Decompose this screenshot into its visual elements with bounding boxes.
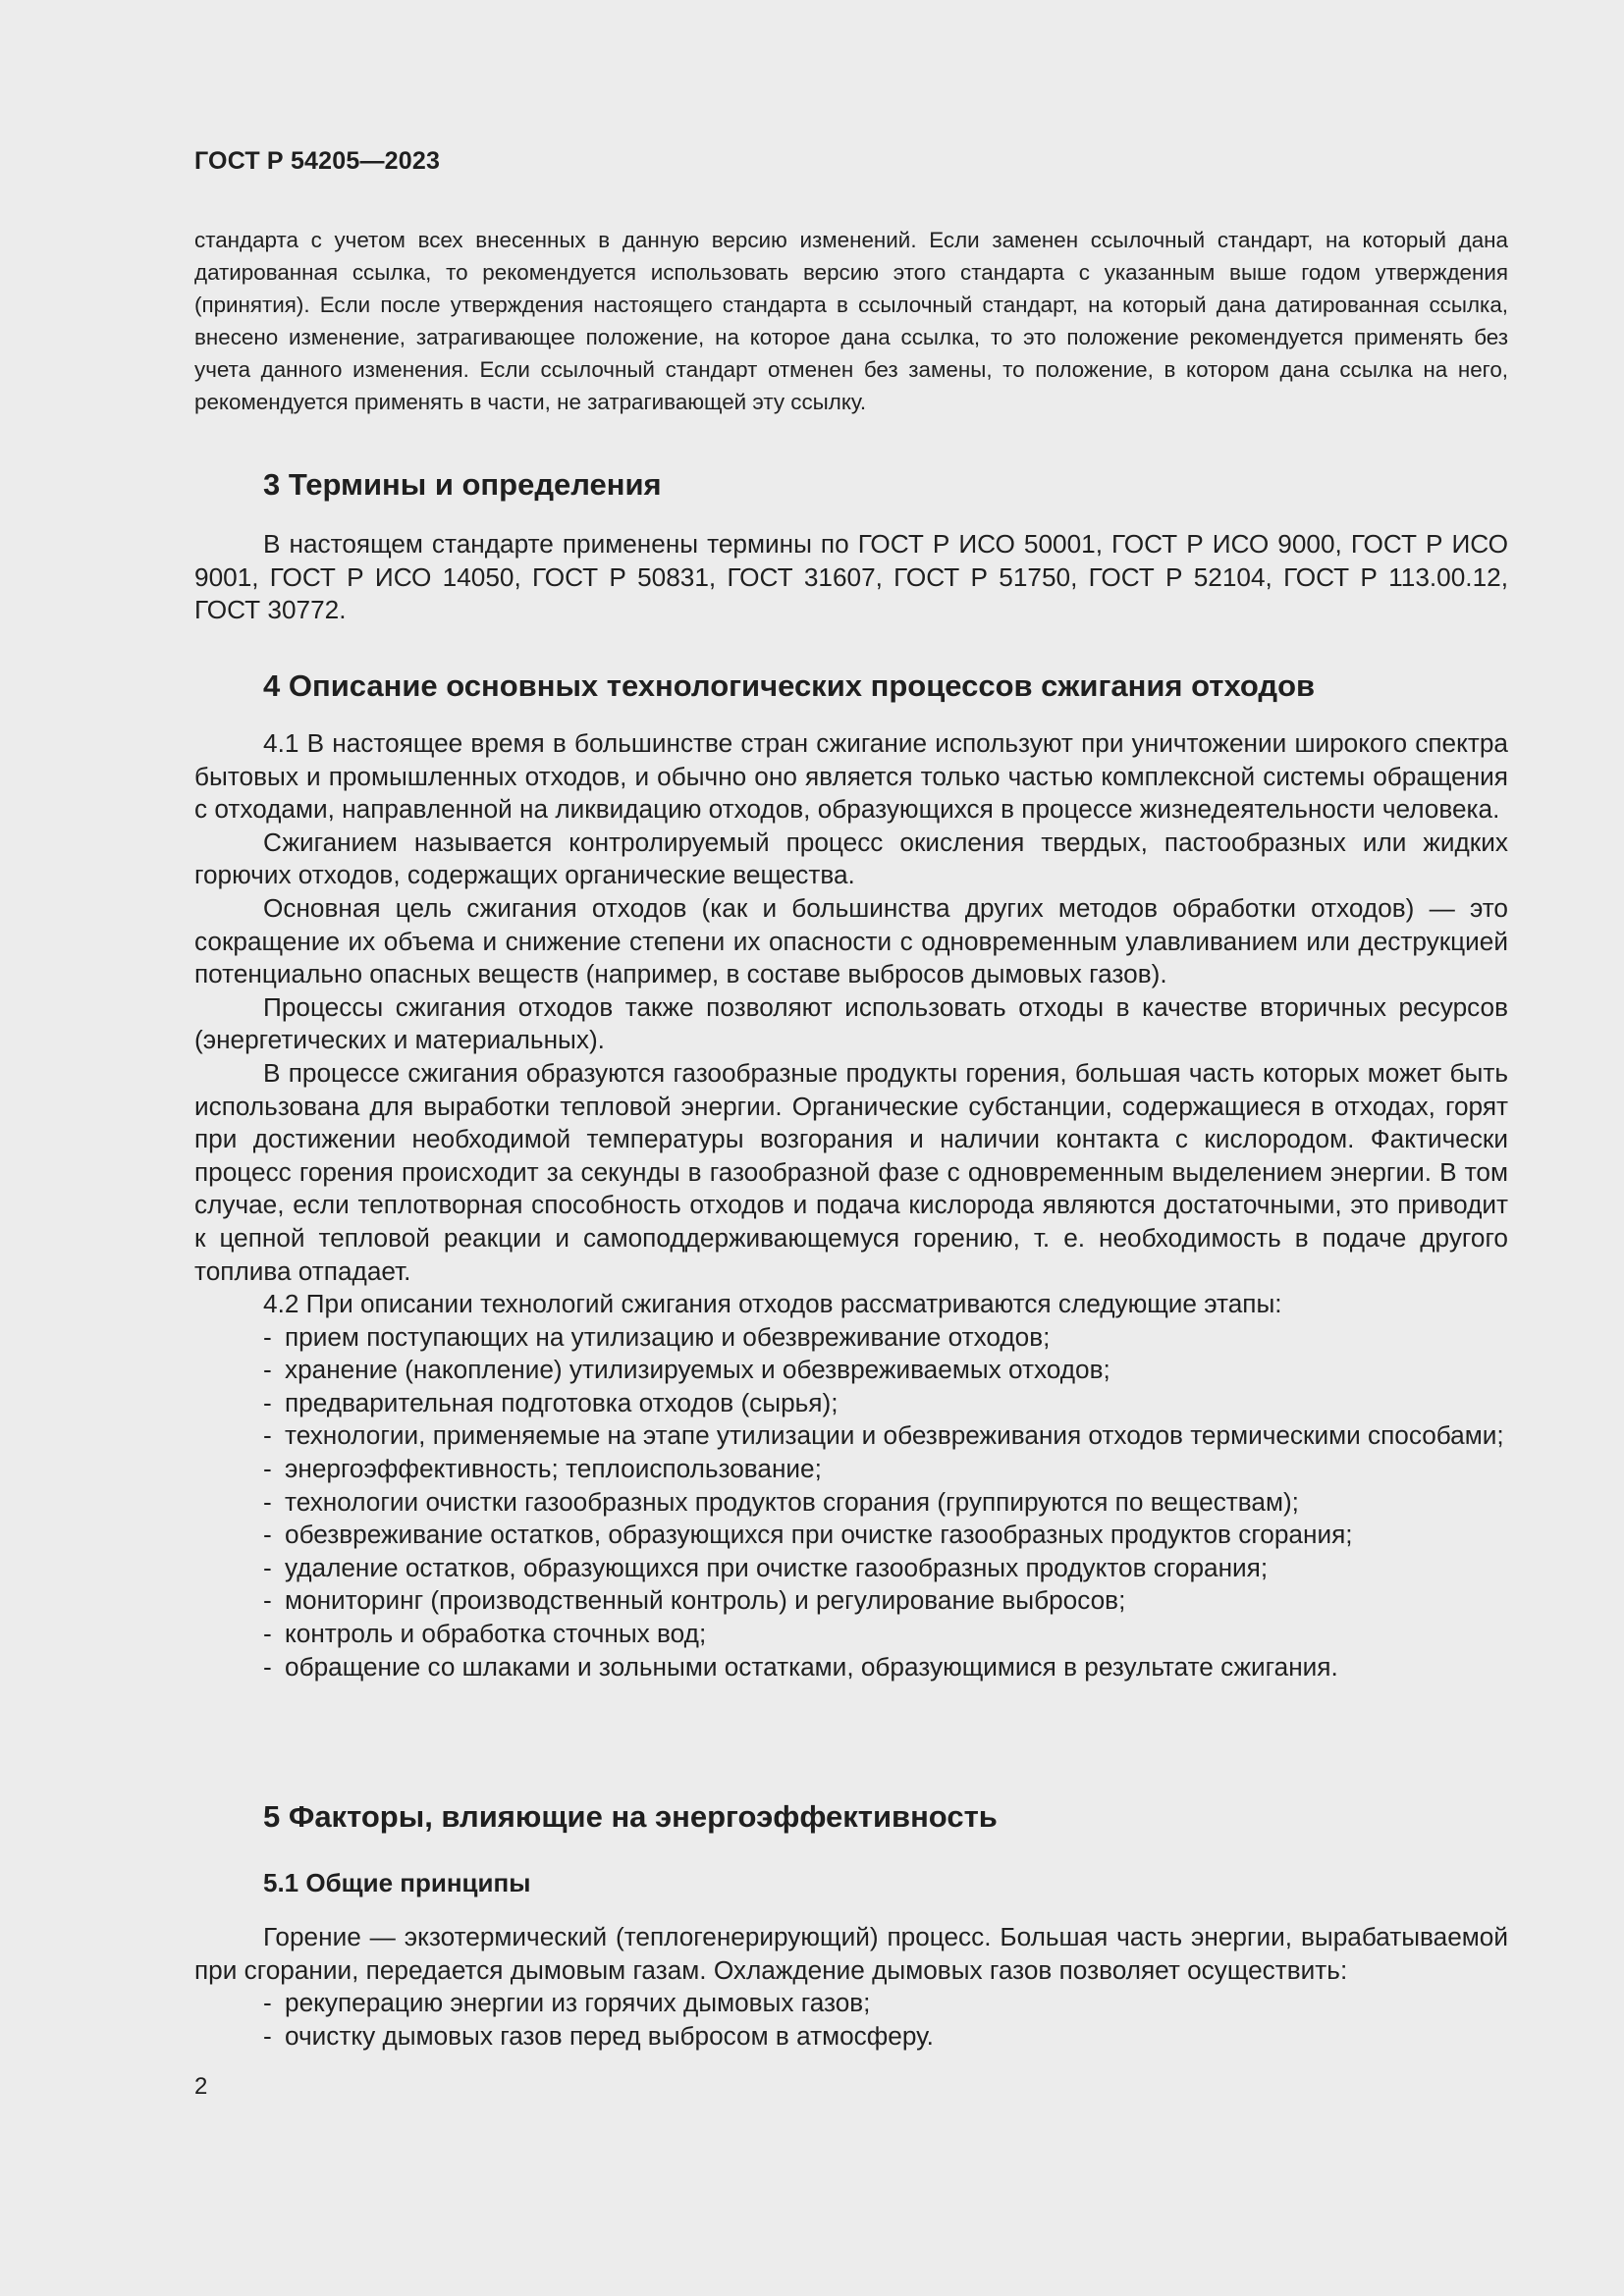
paragraph-main-goal: Основная цель сжигания отходов (как и большинства других методов обработки отходов) — это сокращение их объема и снижение степени их опасности с одновременным улавливанием или деструкцией потенциально опасных веществ (например, в составе выбросов дымовых газов). bbox=[194, 892, 1508, 989]
section-3 bbox=[194, 465, 1508, 627]
page-number: 2 bbox=[194, 2073, 208, 2100]
document-code-header: ГОСТ Р 54205—2023 bbox=[194, 147, 441, 175]
intro-paragraph: стандарта с учетом всех внесенных в данную версию изменений. Если заменен ссылочный стандарт, на который дана датированная ссылка, то рекомендуется использовать версию этого стандарта с указанным выше годом утверждения (принятия). Если после утверждения настоящего стандарта в ссылочный стандарт, на который дана датированная ссылка, внесено изменение, затрагивающее положение, на которое дана ссылка, то это положение рекомендуется применять без учета данного изменения. Если ссылочный стандарт отменен без замены, то положение, в котором дана ссылка на него, рекомендуется применять в части, не затрагивающей эту ссылку. bbox=[194, 228, 1508, 414]
section-5-paragraph: Горение — экзотермический (теплогенерирующий) процесс. Большая часть энергии, вырабатываемой при сгорании, передается дымовым газам. Охлаждение дымовых газов позволяет осуществить: bbox=[194, 1922, 1508, 1985]
section-4 bbox=[194, 667, 1508, 1683]
list-item: - энергоэффективность; теплоиспользование; bbox=[194, 1453, 1508, 1486]
list-item: - хранение (накопление) утилизируемых и обезвреживаемых отходов; bbox=[194, 1354, 1508, 1387]
paragraph-secondary-resources: Процессы сжигания отходов также позволяют использовать отходы в качестве вторичных ресурсов (энергетических и материальных). bbox=[194, 991, 1508, 1055]
list-dash: - bbox=[263, 1486, 272, 1517]
section-3-title: 3 Термины и определения bbox=[263, 467, 662, 502]
list-item: - удаление остатков, образующихся при очистке газообразных продуктов сгорания; bbox=[194, 1552, 1508, 1585]
list-dash: - bbox=[263, 1355, 272, 1385]
paragraph-4-1: 4.1 В настоящее время в большинстве стран сжигание используют при уничтожении широкого спектра бытовых и промышленных отходов, и обычно оно является только частью комплексной системы обращения с отходами, направленной на ликвидацию отходов, образующихся в процессе жизнедеятельности человека. bbox=[194, 728, 1508, 825]
list-dash: - bbox=[263, 1619, 272, 1649]
list-item: - рекуперацию энергии из горячих дымовых газов; bbox=[194, 1987, 1508, 2020]
list-item: - обезвреживание остатков, образующихся при очистке газообразных продуктов сгорания; bbox=[194, 1519, 1508, 1552]
list-item: - контроль и обработка сточных вод; bbox=[194, 1618, 1508, 1651]
paragraph-combustion-definition: Сжиганием называется контролируемый процесс окисления твердых, пастообразных или жидких горючих отходов, содержащих органические вещества. bbox=[194, 827, 1508, 890]
cooling-benefits-list bbox=[194, 1987, 1508, 2053]
list-dash: - bbox=[263, 1420, 272, 1451]
paragraph-4-2: 4.2 При описании технологий сжигания отходов рассматриваются следующие этапы: bbox=[263, 1289, 1282, 1319]
list-dash: - bbox=[263, 1387, 272, 1417]
list-item: - обращение со шлаками и зольными остатками, образующимися в результате сжигания. bbox=[194, 1651, 1508, 1684]
list-item: - прием поступающих на утилизацию и обезвреживание отходов; bbox=[194, 1321, 1508, 1355]
section-5-title: 5 Факторы, влияющие на энергоэффективность bbox=[263, 1799, 998, 1834]
section-5 bbox=[194, 1797, 1508, 2053]
list-dash: - bbox=[263, 1454, 272, 1484]
list-item: - технологии очистки газообразных продуктов сгорания (группируются по веществам); bbox=[194, 1486, 1508, 1520]
subsection-5-1-title: 5.1 Общие принципы bbox=[263, 1868, 531, 1897]
list-item: - предварительная подготовка отходов (сырья); bbox=[194, 1387, 1508, 1420]
list-item: - мониторинг (производственный контроль) и регулирование выбросов; bbox=[194, 1584, 1508, 1618]
section-4-title: 4 Описание основных технологических процессов сжигания отходов bbox=[263, 668, 1316, 703]
section-3-paragraph: В настоящем стандарте применены термины по ГОСТ Р ИСО 50001, ГОСТ Р ИСО 9000, ГОСТ Р ИСО 9001, ГОСТ Р ИСО 14050, ГОСТ Р 50831, ГОСТ 31607, ГОСТ Р 51750, ГОСТ Р 52104, ГОСТ Р 113.00.12, ГОСТ 30772. bbox=[194, 529, 1508, 625]
list-dash: - bbox=[263, 1988, 272, 2018]
list-dash: - bbox=[263, 1552, 272, 1582]
stages-list bbox=[194, 1321, 1508, 1684]
list-dash: - bbox=[263, 1585, 272, 1616]
list-item: - технологии, применяемые на этапе утилизации и обезвреживания отходов термическими способами; bbox=[194, 1419, 1508, 1453]
paragraph-combustion-process: В процессе сжигания образуются газообразные продукты горения, большая часть которых может быть использована для выработки тепловой энергии. Органические субстанции, содержащиеся в отходах, горят при достижении необходимой температуры возгорания и наличии контакта с кислородом. Фактически процесс горения происходит за секунды в газообразной фазе с одновременным выделением энергии. В том случае, если теплотворная способность отходов и подача кислорода являются достаточными, это приводит к цепной тепловой реакции и самоподдерживающемуся горению, т. е. необходимость в подаче другого топлива отпадает. bbox=[194, 1057, 1508, 1286]
list-dash: - bbox=[263, 2020, 272, 2051]
list-dash: - bbox=[263, 1520, 272, 1550]
list-dash: - bbox=[263, 1651, 272, 1682]
list-item: - очистку дымовых газов перед выбросом в атмосферу. bbox=[194, 2020, 1508, 2054]
list-dash: - bbox=[263, 1321, 272, 1352]
